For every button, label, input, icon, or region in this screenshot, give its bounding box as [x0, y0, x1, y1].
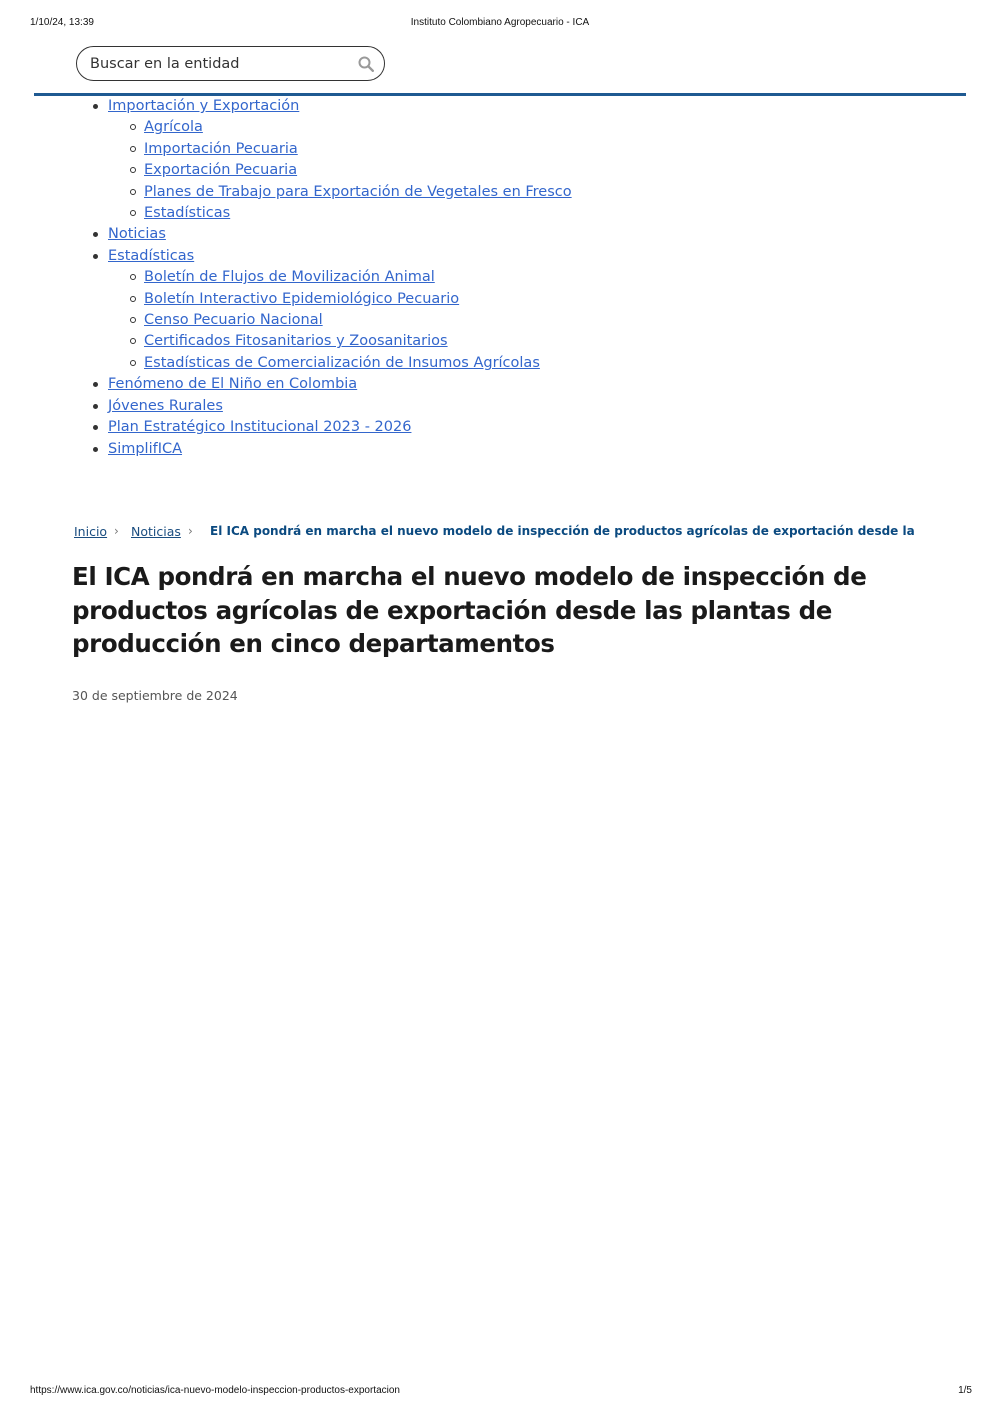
nav-item-fenomeno-nino — [108, 374, 572, 395]
article-title: El ICA pondrá en marcha el nuevo modelo de inspección de productos agrícolas de exportación desde las plantas de producción en cinco departamentos — [72, 562, 867, 658]
subnav-link-exportacion-pecuaria[interactable]: Exportación Pecuaria — [144, 162, 298, 179]
subnav-item-certificados — [144, 331, 572, 352]
nav-link-noticias[interactable]: Noticias — [108, 226, 166, 243]
nav-link-simplifica[interactable]: SimplifICA — [108, 440, 183, 457]
breadcrumb-home-link[interactable]: Inicio — [74, 524, 108, 539]
print-header — [0, 17, 1000, 31]
nav-item-plan-estrategico — [108, 417, 572, 438]
print-page-number: 1/5 — [958, 1385, 972, 1396]
nav-item-importacion-exportacion — [108, 96, 572, 224]
nav-menu — [108, 96, 572, 460]
subnav-link-planes-trabajo[interactable]: Planes de Trabajo para Exportación de Vegetales en Fresco — [144, 183, 572, 200]
print-page-title: Instituto Colombiano Agropecuario - ICA — [410, 17, 590, 28]
subnav-item-agricola — [144, 117, 572, 138]
print-url: https://www.ica.gov.co/noticias/ica-nuevo-modelo-inspeccion-productos-exportacion — [30, 1385, 400, 1396]
subnav-link-censo-pecuario[interactable]: Censo Pecuario Nacional — [144, 312, 323, 329]
nav-item-estadisticas — [108, 246, 572, 374]
nav-item-jovenes-rurales — [108, 396, 572, 417]
print-datetime: 1/10/24, 13:39 — [30, 17, 94, 28]
subnav-link-estadisticas-export[interactable]: Estadísticas — [144, 205, 231, 222]
nav-link-fenomeno-nino[interactable]: Fenómeno de El Niño en Colombia — [108, 376, 358, 393]
subnav-item-estadisticas-export — [144, 203, 572, 224]
subnav-item-comercializacion-insumos — [144, 353, 572, 374]
subnav-item-importacion-pecuaria — [144, 139, 572, 160]
chevron-right-icon: › — [188, 524, 193, 538]
search-icon[interactable] — [358, 56, 374, 72]
search-input[interactable] — [90, 53, 340, 75]
article-date: 30 de septiembre de 2024 — [72, 688, 238, 703]
subnav-link-boletin-flujos[interactable]: Boletín de Flujos de Movilización Animal — [144, 269, 435, 286]
nav-link-estadisticas[interactable]: Estadísticas — [108, 247, 195, 264]
subnav-link-comercializacion-insumos[interactable]: Estadísticas de Comercialización de Insumos Agrícolas — [144, 354, 540, 371]
subnav-link-certificados[interactable]: Certificados Fitosanitarios y Zoosanitarios — [144, 333, 448, 350]
nav-link-importacion-exportacion[interactable]: Importación y Exportación — [108, 98, 300, 114]
nav-item-simplifica — [108, 439, 572, 460]
nav-link-plan-estrategico[interactable]: Plan Estratégico Institucional 2023 - 2026 — [108, 419, 412, 436]
subnav-link-boletin-epidemiologico[interactable]: Boletín Interactivo Epidemiológico Pecuario — [144, 290, 460, 307]
print-footer — [0, 1385, 1000, 1399]
submenu-estadisticas — [108, 267, 572, 374]
nav-item-noticias — [108, 224, 572, 245]
subnav-item-boletin-epidemiologico — [144, 289, 572, 310]
subnav-link-agricola[interactable]: Agrícola — [144, 119, 203, 136]
subnav-link-importacion-pecuaria[interactable]: Importación Pecuaria — [144, 140, 298, 157]
subnav-item-planes-trabajo — [144, 182, 572, 203]
submenu-importacion-exportacion — [108, 117, 572, 224]
nav-link-jovenes-rurales[interactable]: Jóvenes Rurales — [108, 397, 223, 414]
subnav-item-censo-pecuario — [144, 310, 572, 331]
subnav-item-boletin-flujos — [144, 267, 572, 288]
chevron-right-icon: › — [114, 524, 119, 538]
breadcrumb-current: El ICA pondrá en marcha el nuevo modelo de inspección de productos agrícolas de exportación desde la — [210, 524, 915, 538]
breadcrumb-noticias-link[interactable]: Noticias — [131, 524, 181, 539]
subnav-item-exportacion-pecuaria — [144, 160, 572, 181]
search-box — [76, 46, 385, 81]
